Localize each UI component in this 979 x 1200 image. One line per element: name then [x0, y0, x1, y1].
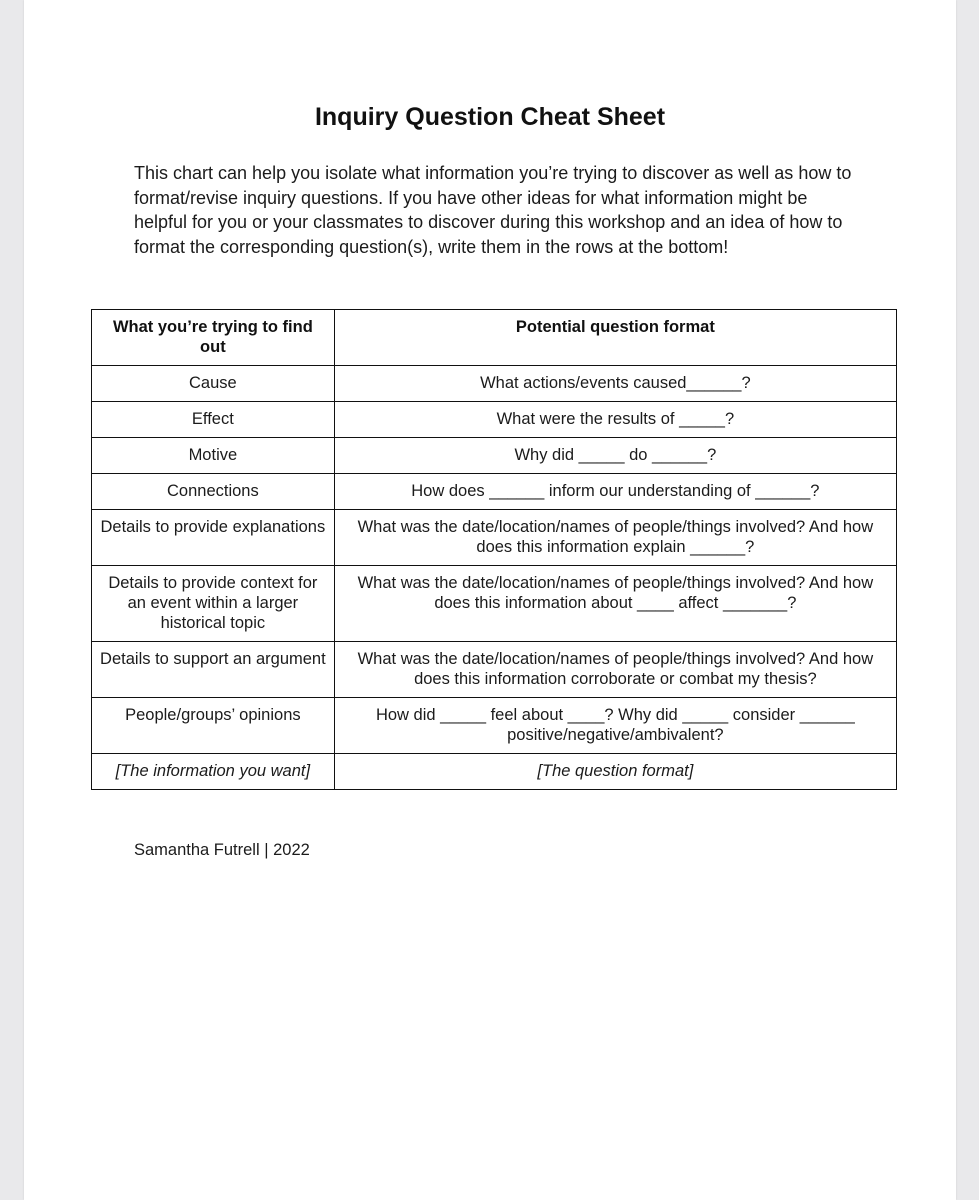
table-row [92, 402, 897, 438]
cheat-sheet-table [91, 309, 897, 790]
find-out-cell: [The information you want] [92, 754, 335, 790]
table-row [92, 642, 897, 698]
question-format-cell: [The question format] [334, 754, 896, 790]
question-format-cell: How did _____ feel about ____? Why did _____ consider ______ positive/negative/ambivalent? [334, 698, 896, 754]
question-format-cell: What was the date/location/names of people/things involved? And how does this information corroborate or combat my thesis? [334, 642, 896, 698]
find-out-cell: Connections [92, 474, 335, 510]
find-out-cell: People/groups’ opinions [92, 698, 335, 754]
question-format-cell: What was the date/location/names of people/things involved? And how does this information about ____ affect _______? [334, 566, 896, 642]
column-header-find-out: What you’re trying to find out [92, 310, 335, 366]
table-row [92, 510, 897, 566]
table-row [92, 754, 897, 790]
question-format-cell: What actions/events caused______? [334, 366, 896, 402]
question-format-cell: What was the date/location/names of people/things involved? And how does this information explain ______? [334, 510, 896, 566]
question-format-cell: Why did _____ do ______? [334, 438, 896, 474]
find-out-cell: Cause [92, 366, 335, 402]
table-row [92, 438, 897, 474]
find-out-cell: Details to support an argument [92, 642, 335, 698]
table-row [92, 474, 897, 510]
document-page [24, 0, 956, 1200]
table-header-row [92, 310, 897, 366]
question-format-cell: How does ______ inform our understanding of ______? [334, 474, 896, 510]
find-out-cell: Details to provide explanations [92, 510, 335, 566]
intro-paragraph: This chart can help you isolate what information you’re trying to discover as well as how to format/revise inquiry questions. If you have other ideas for what information might be helpful for you or your classmates to discover during this workshop and an idea of how to format the corresponding question(s), write them in the rows at the bottom! [134, 163, 852, 257]
column-header-question-format: Potential question format [334, 310, 896, 366]
find-out-cell: Motive [92, 438, 335, 474]
table-row [92, 698, 897, 754]
find-out-cell: Details to provide context for an event within a larger historical topic [92, 566, 335, 642]
author-footer: Samantha Futrell | 2022 [134, 841, 310, 859]
table-row [92, 566, 897, 642]
question-format-cell: What were the results of _____? [334, 402, 896, 438]
page-title: Inquiry Question Cheat Sheet [314, 103, 666, 131]
find-out-cell: Effect [92, 402, 335, 438]
table-row [92, 366, 897, 402]
